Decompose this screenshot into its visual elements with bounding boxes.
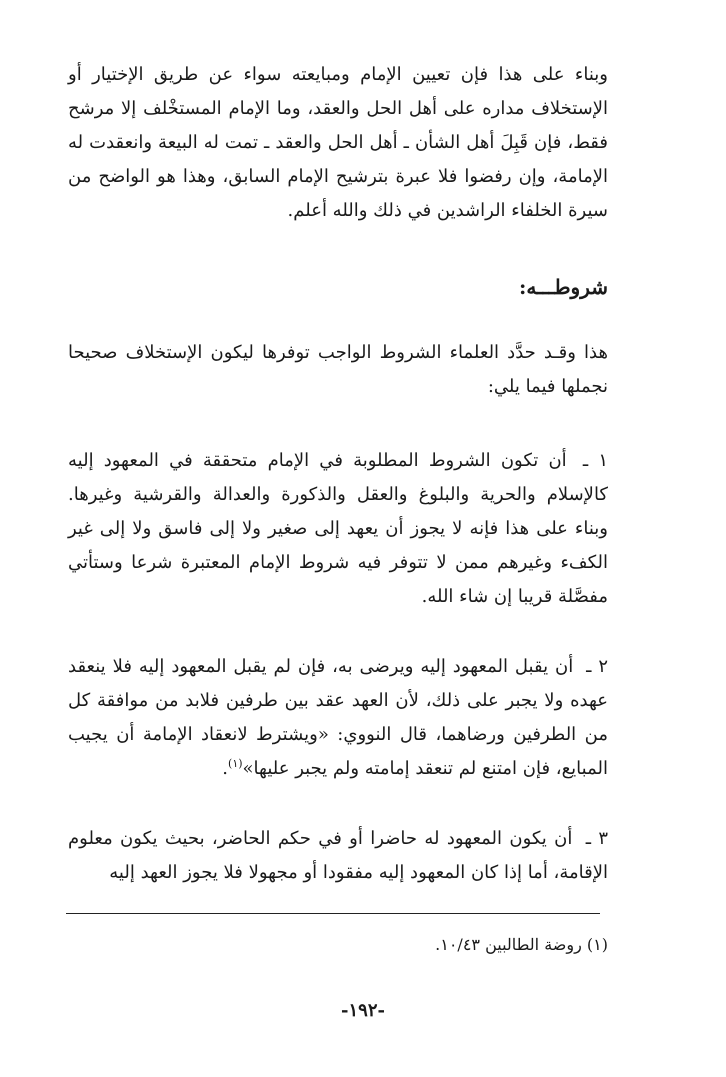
condition-text: أن يكون المعهود له حاضرا أو في حكم الحاضر، بحيث يكون معلوم الإقامة، أما إذا كان المعهود إليه مفقودا أو مجهولا فلا يجوز العهد إليه — [68, 828, 608, 883]
condition-number: ٣ ـ — [585, 828, 608, 849]
page-number: -١٩٢- — [341, 1000, 385, 1021]
footnote-reference[interactable]: (١) — [228, 757, 243, 770]
condition-item-2 — [68, 650, 608, 786]
intro-paragraph: وبناء على هذا فإن تعيين الإمام ومبايعته سواء عن طريق الإختيار أو الإستخلاف مداره على أهل الحل والعقد، وما الإمام المستخْلف إلا مرشح فقط، فإن قَبِلَ أهل الشأن ـ أهل الحل والعقد ـ تمت له البيعة وانعقدت له الإمامة، وإن رفضوا فلا عبرة بترشيح الإمام السابق، وهذا هو الواضح من سيرة الخلفاء الراشدين في ذلك والله أعلم. — [68, 64, 608, 221]
condition-text: أن تكون الشروط المطلوبة في الإمام متحققة في المعهود إليه كالإسلام والحرية والبلوغ والعقل والذكورة والعدالة والقرشية وغيرها. وبناء على هذا فإنه لا يجوز أن يعهد إلى صغير ولا إلى فاسق ولا إلى غير الكفء وغيرهم ممن لا تتوفر فيه شروط الإمام المعتبرة شرعا وستأتي مفصَّلة قريبا إن شاء الله. — [68, 450, 608, 607]
section-heading: شروطـــه: — [518, 275, 608, 299]
footnote-divider — [66, 913, 600, 914]
sentence-end: . — [222, 758, 229, 779]
condition-item-1 — [68, 444, 608, 614]
condition-number: ٢ ـ — [586, 656, 608, 677]
preface-paragraph: هذا وقـد حدَّد العلماء الشروط الواجب توفرها ليكون الإستخلاف صحيحا نجملها فيما يلي: — [68, 342, 608, 397]
condition-number: ١ ـ — [582, 450, 608, 471]
footnote: (١) روضة الطالبين ١٠/٤٣. — [435, 935, 608, 954]
condition-text: أن يقبل المعهود إليه ويرضى به، فإن لم يقبل المعهود إليه فلا ينعقد عهده ولا يجبر على ذلك، لأن العهد عقد بين طرفين فلابد من موافقة كل من الطرفين ورضاهما، قال النووي: «ويشترط لانعقاد الإمامة أن يجيب المبايع، فإن امتنع لم تنعقد إمامته ولم يجبر عليها» — [68, 656, 608, 779]
condition-item-3 — [68, 822, 608, 890]
